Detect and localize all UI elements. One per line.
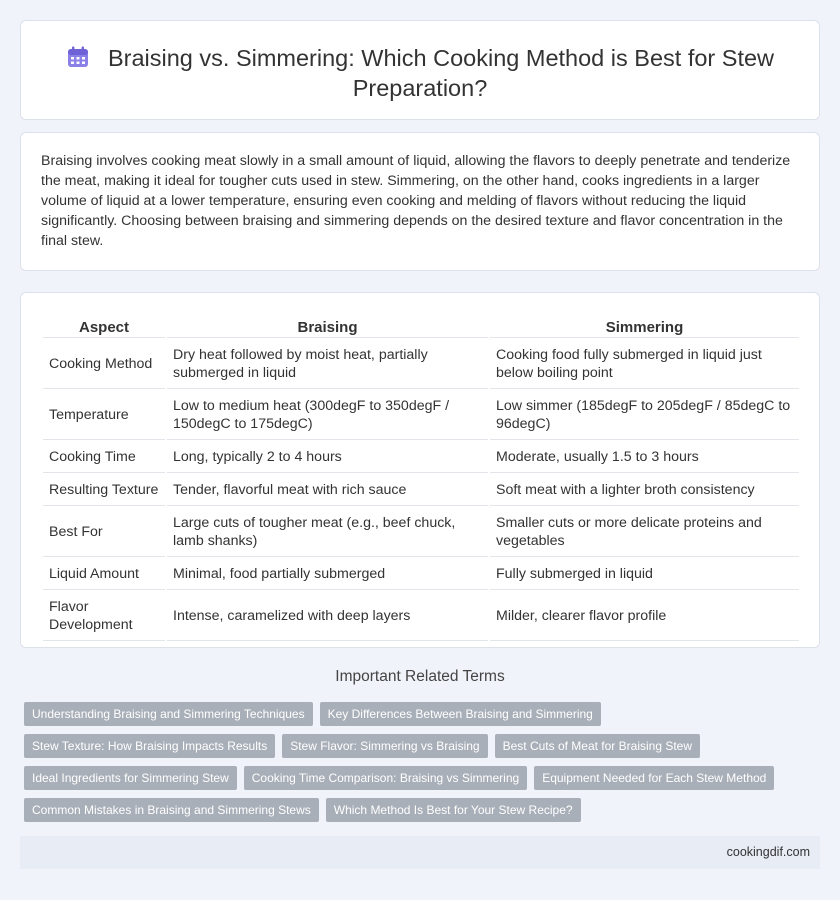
table-cell-simmer: Low simmer (185degF to 205degF / 85degC to 96degC) (490, 391, 799, 440)
table-cell-simmer: Soft meat with a lighter broth consistency (490, 475, 799, 506)
table-cell-braise: Minimal, food partially submerged (167, 559, 488, 590)
related-term-link[interactable]: Which Method Is Best for Your Stew Recipe? (326, 798, 581, 822)
related-terms-list (24, 702, 824, 830)
tag-row (24, 702, 824, 726)
related-term-link[interactable]: Cooking Time Comparison: Braising vs Simmering (244, 766, 527, 790)
comparison-card (20, 292, 820, 648)
table-cell-aspect: Flavor Development (43, 592, 165, 641)
table-cell-simmer: Moderate, usually 1.5 to 3 hours (490, 442, 799, 473)
title-text: Braising vs. Simmering: Which Cooking Method is Best for Stew Preparation? (107, 45, 775, 101)
page-title (61, 43, 779, 103)
related-term-link[interactable]: Understanding Braising and Simmering Techniques (24, 702, 313, 726)
table-cell-braise: Large cuts of tougher meat (e.g., beef chuck, lamb shanks) (167, 508, 488, 557)
table-cell-braise: Tender, flavorful meat with rich sauce (167, 475, 488, 506)
table-cell-aspect: Resulting Texture (43, 475, 165, 506)
tag-row (24, 734, 824, 758)
table-row (43, 508, 799, 557)
header-simmering: Simmering (490, 315, 799, 338)
related-term-link[interactable]: Best Cuts of Meat for Braising Stew (495, 734, 700, 758)
footer (20, 836, 820, 869)
table-cell-simmer: Cooking food fully submerged in liquid just below boiling point (490, 340, 799, 389)
table-row (43, 391, 799, 440)
table-row (43, 475, 799, 506)
footer-site: cookingdif.com (726, 845, 810, 859)
table-cell-aspect: Cooking Method (43, 340, 165, 389)
table-cell-aspect: Liquid Amount (43, 559, 165, 590)
calendar-icon (66, 45, 90, 69)
header-card (20, 20, 820, 120)
tag-row (24, 798, 824, 822)
table-cell-simmer: Milder, clearer flavor profile (490, 592, 799, 641)
table-cell-aspect: Cooking Time (43, 442, 165, 473)
related-term-link[interactable]: Common Mistakes in Braising and Simmering Stews (24, 798, 319, 822)
comparison-table (41, 313, 801, 643)
related-term-link[interactable]: Key Differences Between Braising and Simmering (320, 702, 601, 726)
header-braising: Braising (167, 315, 488, 338)
table-row (43, 559, 799, 590)
table-cell-simmer: Fully submerged in liquid (490, 559, 799, 590)
table-cell-braise: Dry heat followed by moist heat, partially submerged in liquid (167, 340, 488, 389)
table-row (43, 592, 799, 641)
related-terms-title: Important Related Terms (335, 668, 505, 685)
table-cell-braise: Long, typically 2 to 4 hours (167, 442, 488, 473)
header-aspect: Aspect (43, 315, 165, 338)
related-term-link[interactable]: Equipment Needed for Each Stew Method (534, 766, 774, 790)
table-cell-aspect: Temperature (43, 391, 165, 440)
related-term-link[interactable]: Ideal Ingredients for Simmering Stew (24, 766, 237, 790)
table-cell-simmer: Smaller cuts or more delicate proteins and vegetables (490, 508, 799, 557)
table-cell-braise: Intense, caramelized with deep layers (167, 592, 488, 641)
intro-card (20, 132, 820, 271)
table-header-row (43, 315, 799, 338)
related-term-link[interactable]: Stew Texture: How Braising Impacts Results (24, 734, 275, 758)
tag-row (24, 766, 824, 790)
table-row (43, 442, 799, 473)
table-cell-aspect: Best For (43, 508, 165, 557)
related-term-link[interactable]: Stew Flavor: Simmering vs Braising (282, 734, 487, 758)
table-row (43, 340, 799, 389)
intro-paragraph: Braising involves cooking meat slowly in a small amount of liquid, allowing the flavors to deeply penetrate and tenderize the meat, making it ideal for tougher cuts used in stew. Simmering, on the other hand, cooks ingredients in a larger volume of liquid at a lower temperature, ensuring even cooking and melding of flavors without reducing the liquid significantly. Choosing between braising and simmering depends on the desired texture and flavor concentration in the final stew. (41, 153, 791, 249)
table-cell-braise: Low to medium heat (300degF to 350degF / 150degC to 175degC) (167, 391, 488, 440)
